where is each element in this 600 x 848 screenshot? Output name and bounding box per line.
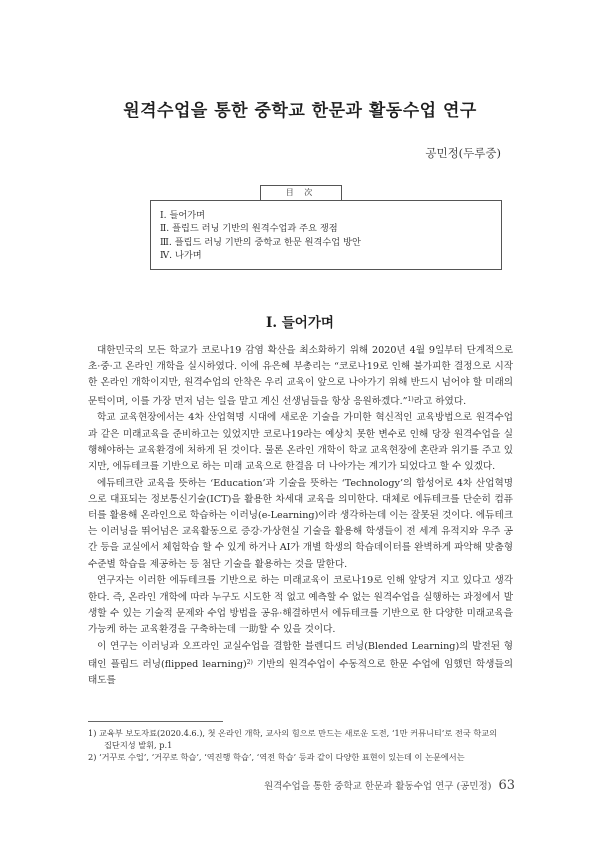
paragraph: 학교 교육현장에서는 4차 산업혁명 시대에 새로운 기술을 가미한 혁신적인 교육방법으로 원격수업과 같은 미래교육을 준비하고는 있었지만 코로나19라는 예상치 못한 변수로 인해 당장 원격수업을 실행해야하는 교육환경에 처하게 된 것이다. 물론 온라인 개학이 학교 교육현장에 혼란과 위기를 주고 있지만, 에듀테크를 기반으로 하는 미래 교육으로 한결음 더 나아가는 계기가 되었다고 할 수 있겠다.: [88, 412, 513, 472]
paragraph: 에듀테크란 교육을 뜻하는 ‘Education’과 기술을 뜻하는 ‘Technology’의 합성어로 4차 산업혁명으로 대표되는 정보통신기술(ICT)을 활용한 차세대 교육을 의미한다. 대체로 에듀테크를 단순히 컴퓨터를 활용해 온라인으로 학습하는 이러닝(e-Learning)이라 생각하는데 이는 잘못된 것이다. 에듀테크는 이러닝을 뛰어넘은 교육활동으로 증강·가상현실 기술을 활용해 학생들이 전 세계 유적지와 우주 공간 등을 교실에서 체험학습 할 수 있게 하거나 AI가 개별 학생의 학습데이터를 완벽하게 파악해 맞춤형 수준별 학습을 제공하는 등 첨단 기술을 활용하는 것을 말한다.: [88, 477, 513, 570]
paragraph: 연구자는 이러한 에듀테크를 기반으로 하는 미래교육이 코로나19로 인해 앞당겨 지고 있다고 생각한다. 즉, 온라인 개학에 따라 누구도 시도한 적 없고 예측할 수 없는 원격수업을 실행하는 과정에서 발생할 수 있는 기술적 문제와 수업 방법을 공유·해결하면서 에듀테크를 기반으로 한 다양한 미래교육을 가능케 하는 교육환경을 구축하는데 一助할 수 있을 것이다.: [88, 575, 513, 635]
footnote-divider: [88, 721, 223, 722]
footnotes: [88, 727, 513, 763]
footnote-2: 2) ‘거꾸로 수업’, ‘거꾸로 학습’, ‘역진행 학습’, ‘역전 학습’ 등과 같이 다양한 표현이 있는데 이 논문에서는: [88, 752, 465, 762]
page-number: 63: [498, 778, 515, 793]
running-title: 원격수업을 통한 중학교 한문과 활동수업 연구 (공민정): [263, 781, 492, 792]
toc-item: Ⅳ. 나가며: [160, 249, 202, 261]
footnote-ref: 1): [407, 395, 414, 403]
toc-item: Ⅲ. 플립드 러닝 기반의 중학교 한문 원격수업 방안: [160, 236, 361, 248]
toc-item: Ⅱ. 플립드 러닝 기반의 원격수업과 주요 쟁점: [160, 223, 338, 235]
toc-list: [160, 209, 361, 262]
section-heading: Ⅰ. 들어가며: [266, 315, 334, 331]
paragraph: 대한민국의 모든 학교가 코로나19 감염 확산을 최소화하기 위해 2020년 4월 9일부터 단계적으로 초·중·고 온라인 개학을 실시하였다. 이에 유은혜 부총리는 “코로나19로 인해 불가피한 결정으로 시작한 온라인 개학이지만, 원격수업의 안착은 우리 교육이 앞으로 나아가기 위해 반드시 넘어야 할 미래의 문턱이며, 이를 가장 먼저 넘는 일을 맡고 계신 선생님들을 항상 응원하겠다.”$^{1)}$라고 하였다.: [88, 345, 513, 407]
author-affiliation: 공민정(두루중): [425, 146, 501, 160]
footnote-1-cont: 집단지성 발휘, p.1: [104, 740, 173, 750]
page-footer: [264, 778, 515, 793]
paper-title: 원격수업을 통한 중학교 한문과 활동수업 연구: [123, 101, 477, 121]
toc-item: Ⅰ. 들어가며: [160, 210, 205, 221]
footnote-ref: 2): [246, 658, 253, 666]
toc-heading: 目 次: [260, 185, 342, 201]
body-text: [88, 343, 513, 690]
paragraph: 이 연구는 이러닝과 오프라인 교실수업을 결합한 블렌디드 러닝(Blended Learning)의 발전된 형태인 플립드 러닝(flipped learning)$^{2)}$ 기반의 원격수업이 수동적으로 한문 수업에 임했던 학생들의 태도를: [88, 640, 513, 687]
footnote-1: 1) 교육부 보도자료(2020.4.6.), 첫 온라인 개학, 교사의 힘으로 만드는 새로운 도전, ‘1만 커뮤니티’로 전국 학교의: [88, 728, 498, 738]
